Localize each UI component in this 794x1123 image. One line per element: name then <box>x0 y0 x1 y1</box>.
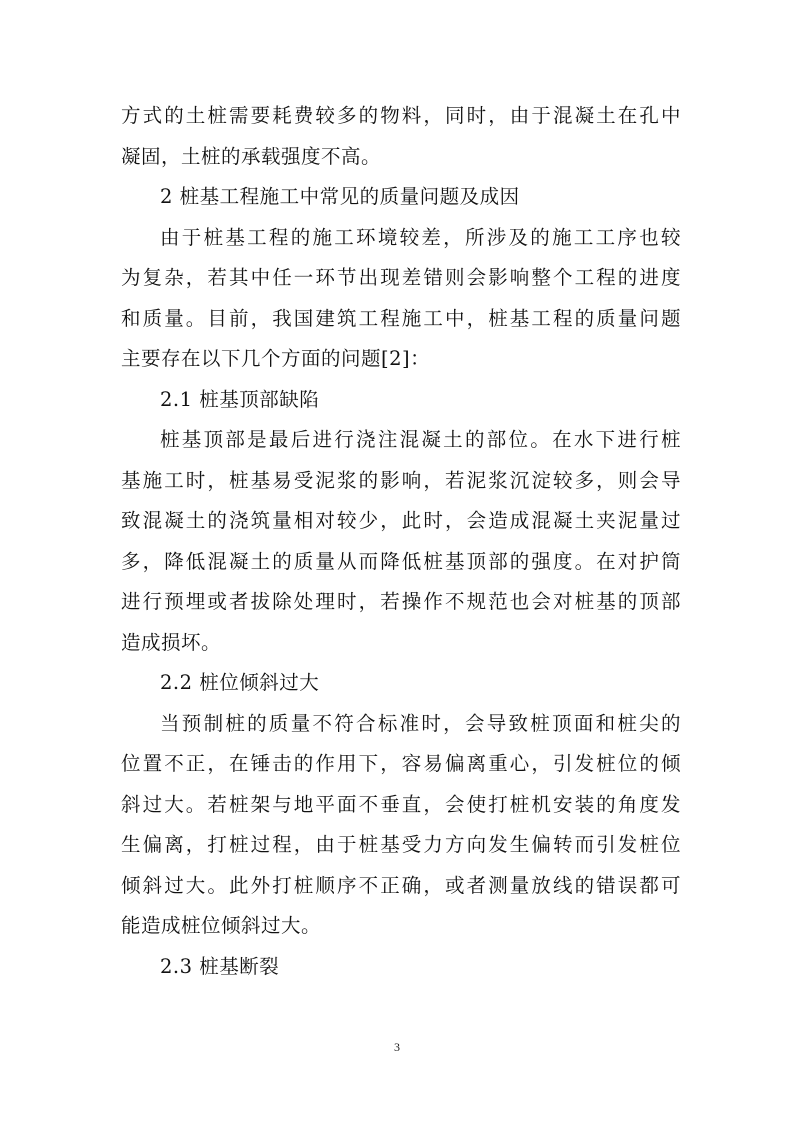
paragraph-line: 由于桩基工程的施工环境较差，所涉及的施工工序也较 <box>160 225 681 249</box>
paragraph-line: 方式的土桩需要耗费较多的物料，同时，由于混凝土在孔中 <box>121 104 681 127</box>
page-number: 3 <box>394 1040 400 1054</box>
paragraph-line: 主要存在以下几个方面的问题[2]： <box>121 347 431 370</box>
section-heading: 2 桩基工程施工中常见的质量问题及成因 <box>160 185 520 208</box>
paragraph-line: 斜过大。若桩架与地平面不垂直，会使打桩机安装的角度发 <box>121 792 681 816</box>
paragraph-line: 生偏离，打桩过程，由于桩基受力方向发生偏转而引发桩位 <box>121 833 681 856</box>
paragraph-line: 能造成桩位倾斜过大。 <box>121 914 322 937</box>
paragraph-line: 凝固，土桩的承载强度不高。 <box>121 144 382 168</box>
section-heading: 2.3 桩基断裂 <box>160 954 280 978</box>
paragraph-line: 当预制桩的质量不符合标准时，会导致桩顶面和桩尖的 <box>160 711 681 735</box>
paragraph-line: 倾斜过大。此外打桩顺序不正确，或者测量放线的错误都可 <box>121 873 681 897</box>
paragraph-line: 为复杂，若其中任一环节出现差错则会影响整个工程的进度 <box>121 266 681 289</box>
paragraph-line: 位置不正，在锤击的作用下，容易偏离重心，引发桩位的倾 <box>121 752 681 775</box>
paragraph-line: 造成损坏。 <box>121 630 222 654</box>
section-heading: 2.2 桩位倾斜过大 <box>160 671 320 694</box>
paragraph-line: 多，降低混凝土的质量从而降低桩基顶部的强度。在对护筒 <box>121 549 681 573</box>
paragraph-line: 进行预埋或者拔除处理时，若操作不规范也会对桩基的顶部 <box>121 590 681 613</box>
paragraph-line: 和质量。目前，我国建筑工程施工中，桩基工程的质量问题 <box>121 306 681 330</box>
paragraph-line: 基施工时，桩基易受泥浆的影响，若泥浆沉淀较多，则会导 <box>121 468 681 492</box>
section-heading: 2.1 桩基顶部缺陷 <box>160 387 320 411</box>
paragraph-line: 桩基顶部是最后进行浇注混凝土的部位。在水下进行桩 <box>160 428 681 451</box>
paragraph-line: 致混凝土的浇筑量相对较少，此时，会造成混凝土夹泥量过 <box>121 509 681 532</box>
